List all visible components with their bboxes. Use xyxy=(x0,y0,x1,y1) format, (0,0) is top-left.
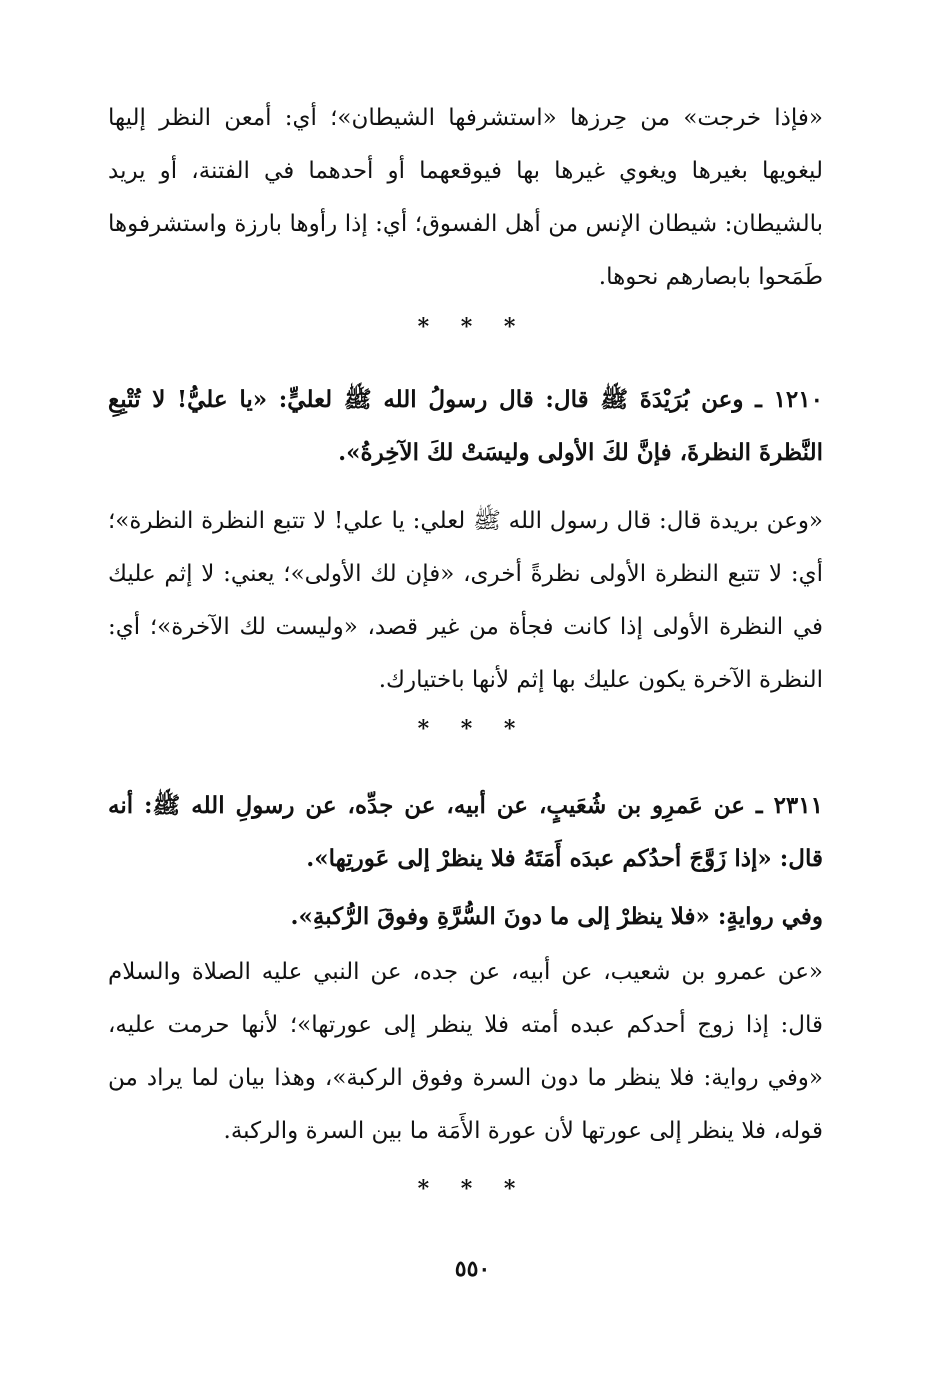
hadith-2311-riwaya: وفي روايةٍ: «فلا ينظرْ إلى ما دونَ السُّرَّةِ وفوقَ الرُّكبةِ». xyxy=(290,903,823,930)
hadith-1210: ١٢١٠ ـ وعن بُرَيْدَةَ ﷺ قال: قال رسولُ الله ﷺ لعليٍّ: «يا عليُّ! لا تُتْبِعِ النَّظرةَ النظرةَ، فإنَّ لكَ الأولى وليسَتْ لكَ الآخِرةُ». xyxy=(108,386,823,466)
separator-3: * * * xyxy=(417,1176,528,1202)
hadith-2311: ٢٣١١ ـ عن عَمرِو بن شُعَيبٍ، عن أبيه، عن جدِّه، عن رسولِ الله ﷺ: أنه قال: «إذا زَوَّجَ أحدُكم عبدَه أَمَتَهُ فلا ينظرْ إلى عَورتِها». xyxy=(108,792,823,872)
commentary-paragraph-2311: «عن عمرو بن شعيب، عن أبيه، عن جده، عن النبي عليه الصلاة والسلام قال: إذا زوج أحدكم عبده أمته فلا ينظر إلى عورتها»؛ لأنها حرمت عليه، «وفي رواية: فلا ينظر ما دون السرة وفوق الركبة»، وهذا بيان لما يراد من قوله، فلا ينظر إلى عورتها لأن عورة الأَمَة ما بين السرة والركبة. xyxy=(108,959,823,1144)
page-number: ٥٥٠ xyxy=(454,1256,491,1282)
commentary-paragraph-1210: «وعن بريدة قال: قال رسول الله ﷺ لعلي: يا علي! لا تتبع النظرة النظرة»؛ أي: لا تتبع النظرة الأولى نظرةً أخرى، «فإن لك الأولى»؛ يعني: لا إثم عليك في النظرة الأولى إذا كانت فجأة من غير قصد، «وليست لك الآخرة»؛ أي: النظرة الآخرة يكون عليك بها إثم لأنها باختيارك. xyxy=(108,508,823,693)
separator-2: * * * xyxy=(417,716,528,742)
separator-1: * * * xyxy=(417,314,528,340)
commentary-paragraph-1: «فإذا خرجت» من حِرزها «استشرفها الشيطان»؛ أي: أمعن النظر إليها ليغويها بغيرها ويغوي غيرها بها فيوقعهما أو أحدهما في الفتنة، أو يريد بالشيطان: شيطان الإنس من أهل الفسوق؛ أي: إذا رأوها بارزة واستشرفوها طَمَحوا بابصارهم نحوها. xyxy=(108,105,823,290)
